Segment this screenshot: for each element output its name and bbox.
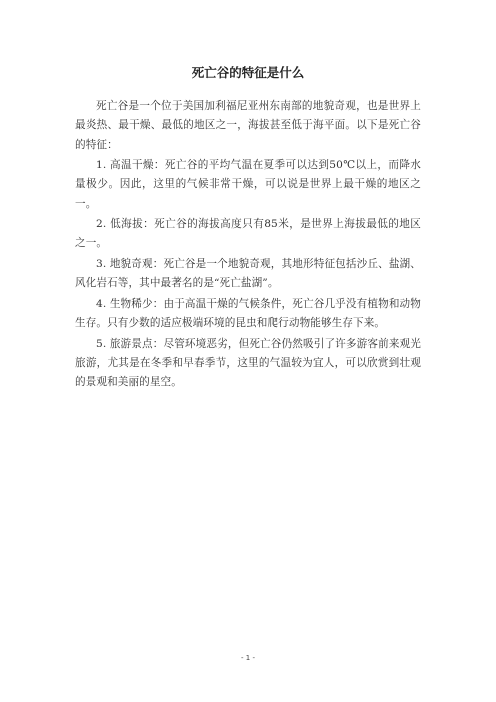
feature-paragraph-low-altitude: 2. 低海拔：死亡谷的海拔高度只有85米，是世界上海拔最低的地区之一。 xyxy=(75,218,421,250)
intro-paragraph: 死亡谷是一个位于美国加利福尼亚州东南部的地貌奇观，也是世界上最炎热、最干燥、最低的地区之一，海拔甚至低于海平面。以下是死亡谷的特征： xyxy=(75,100,421,151)
feature-paragraph-tourism: 5. 旅游景点：尽管环境恶劣，但死亡谷仍然吸引了许多游客前来观光旅游，尤其是在冬季和早春季节，这里的气温较为宜人，可以欣赏到壮观的景观和美丽的星空。 xyxy=(75,337,421,389)
document-title: 死亡谷的特征是什么 xyxy=(191,65,305,80)
document-body xyxy=(75,97,421,392)
page-number: - 1 - xyxy=(241,654,255,662)
feature-paragraph-high-temperature: 1. 高温干燥：死亡谷的平均气温在夏季可以达到50℃以上，而降水量极少。因此，这里的气候非常干燥，可以说是世界上最干燥的地区之一。 xyxy=(75,159,421,210)
feature-paragraph-scarce-life: 4. 生物稀少：由于高温干燥的气候条件，死亡谷几乎没有植物和动物生存。只有少数的适应极端环境的昆虫和爬行动物能够生存下来。 xyxy=(75,297,421,330)
feature-paragraph-landform: 3. 地貌奇观：死亡谷是一个地貌奇观，其地形特征包括沙丘、盐湖、风化岩石等，其中最著名的是“死亡盐湖”。 xyxy=(75,257,421,290)
